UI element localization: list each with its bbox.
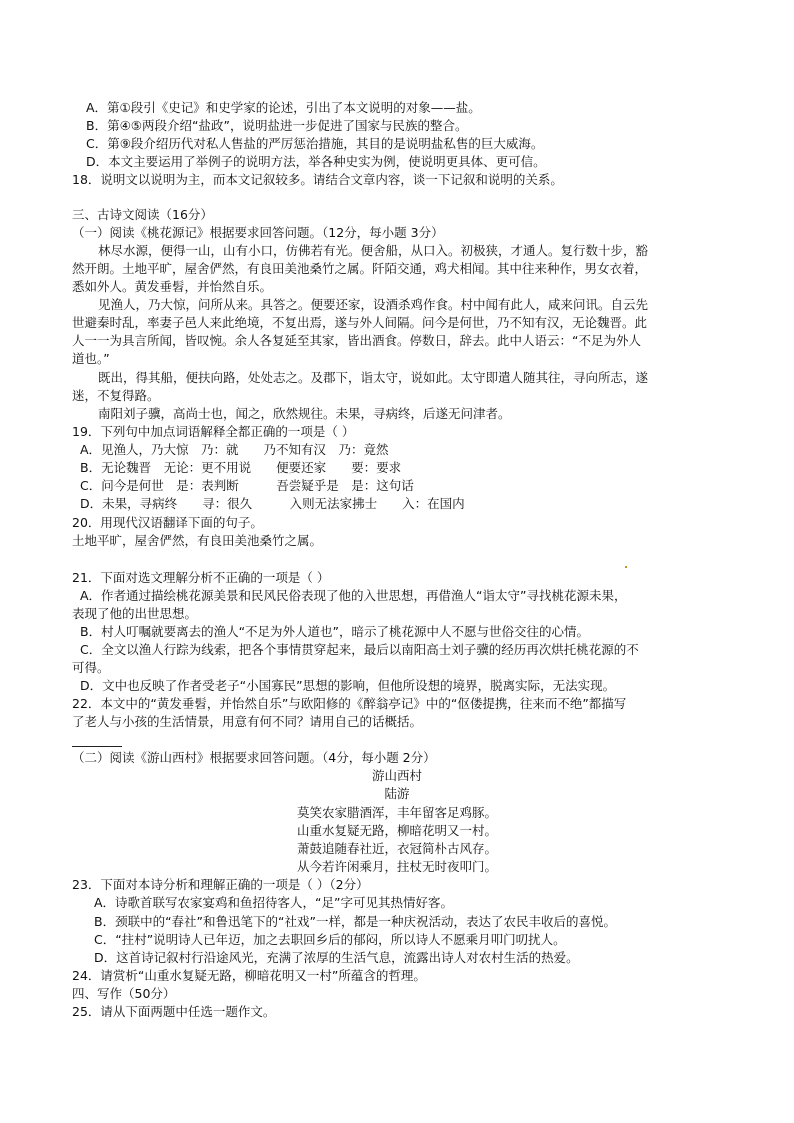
poem-line: 山重水复疑无路，柳暗花明又一村。 — [296, 823, 497, 838]
question-20: 20．用现代汉语翻译下面的句子。 — [72, 515, 263, 530]
text-line: B．第④⑤两段介绍“盐政”，说明盐进一步促进了国家与民族的整合。 — [86, 118, 468, 133]
question-22: 22．本文中的“黄发垂髫，并怡然自乐”与欧阳修的《醉翁亭记》中的“伛偻提携，往来而不绝”都描写 — [72, 696, 627, 711]
text-line: D．本文主要运用了举例子的说明方法，举各种史实为例，使说明更具体、更可信。 — [86, 154, 546, 169]
question-24: 24．请赏析“山重水复疑无路，柳暗花明又一村”所蕴含的哲理。 — [72, 968, 426, 983]
passage-line: 南阳刘子骥，高尚士也，闻之，欣然规往。未果，寻病终，后遂无问津者。 — [98, 406, 511, 421]
option-line: A．诗歌首联写农家宴鸡和鱼招待客人，“足”字可见其热情好客。 — [94, 895, 454, 910]
option-line: A．见渔人，乃大惊 乃：就 乃不知有汉 乃：竟然 — [80, 442, 389, 457]
text-line: 了老人与小孩的生活情景，用意有何不同？请用自己的话概括。 — [72, 714, 423, 729]
divider-rule — [72, 746, 122, 747]
passage-line: 道也。” — [72, 351, 110, 366]
poem-line: 萧鼓追随春社近，衣冠简朴古风存。 — [296, 841, 497, 856]
option-line: A．作者通过描绘桃花源美景和民风民俗表现了他的入世思想，再借渔人“诣太守”寻找桃花源未果， — [80, 588, 627, 603]
text-line: C．第⑨段介绍历代对私人售盐的严厉惩治措施，其目的是说明盐私售的巨大威海。 — [86, 136, 544, 151]
option-line: C．问今是何世 是：表判断 吾尝疑乎是 是：这句话 — [80, 478, 414, 493]
passage-line: 迷，不复得路。 — [72, 388, 160, 403]
text-line: A．第①段引《史记》和史学家的论述，引出了本文说明的对象——盐。 — [86, 100, 481, 115]
text-line: 18．说明文以说明为主，而本文记叙较多。请结合文章内容，谈一下记叙和说明的关系。 — [72, 172, 563, 187]
poem-line: 莫笑农家腊酒浑，丰年留客足鸡豚。 — [296, 805, 497, 820]
section-heading: 四、写作（50分） — [72, 986, 176, 1001]
option-line: D．文中也反映了作者受老子“小国寡民”思想的影响，但他所设想的境界，脱离实际，无法实现。 — [80, 678, 616, 693]
passage-line: 见渔人，乃大惊，问所从来。具答之。便要还家，设酒杀鸡作食。村中闻有此人，咸来问讯。自云先 — [98, 297, 649, 312]
option-line: B．颈联中的“春社”和鲁迅笔下的“社戏”一样，都是一种庆祝活动，表达了农民丰收后的喜悦。 — [94, 914, 616, 929]
passage-line: 人一一为具言所闻，皆叹惋。余人各复延至其家，皆出酒食。停数日，辞去。此中人语云：“不足为外人 — [72, 333, 641, 348]
option-line: B．无论魏晋 无论：更不用说 便要还家 要：要求 — [80, 460, 402, 475]
poem-title: 游山西村 — [371, 768, 422, 783]
option-line: 可得。 — [72, 660, 110, 675]
passage-line: 世避秦时乱，率妻子邑人来此绝境，不复出焉，遂与外人间隔。问今是何世，乃不知有汉，无论魏晋。此 — [72, 315, 648, 330]
option-line: D．未果，寻病终 寻：很久 入则无法家拂士 入：在国内 — [80, 496, 465, 511]
question-21: 21．下面对选文理解分析不正确的一项是（ ） — [72, 570, 330, 585]
option-line: C．全文以渔人行踪为线索，把各个事情贯穿起来，最后以南阳高士刘子骥的经历再次烘托桃花源的不 — [80, 642, 639, 657]
section-heading: 三、古诗文阅读（16分） — [72, 207, 213, 222]
passage-line: 既出，得其船，便扶向路，处处志之。及郡下，诣太守，说如此。太守即遣人随其往，寻向所志，遂 — [98, 370, 649, 385]
question-19: 19．下列句中加点词语解释全都正确的一项是（ ） — [72, 424, 355, 439]
option-line: 表现了他的出世思想。 — [72, 606, 198, 621]
text-line: 土地平旷，屋舍俨然，有良田美池桑竹之属。 — [72, 533, 323, 548]
passage-line: 悉如外人。黄发垂髫，并怡然自乐。 — [72, 279, 273, 294]
stray-mark — [625, 566, 627, 568]
option-line: B．村人叮嘱就要离去的渔人“不足为外人道也”，暗示了桃花源中人不愿与世俗交往的心情。 — [80, 624, 590, 639]
subsection-heading: （一）阅读《桃花源记》根据要求回答问题。（12分，每小题 3分） — [72, 225, 444, 240]
option-line: D．这首诗记叙村行沿途风光，充满了浓厚的生活气息，流露出诗人对农村生活的热爱。 — [94, 950, 579, 965]
passage-line: 林尽水源，便得一山，山有小口，仿佛若有光。便舍船，从口入。初极狭，才通人。复行数十步，豁 — [98, 243, 649, 258]
option-line: C．“拄村”说明诗人已年迈，加之去职回乡后的郁闷，所以诗人不愿乘月叩门叨扰人。 — [94, 932, 566, 947]
subsection-heading: （二）阅读《游山西村》根据要求回答问题。（4分，每小题 2分） — [72, 750, 436, 765]
question-23: 23．下面对本诗分析和理解正确的一项是（ ）（2分） — [72, 877, 369, 892]
poem-line: 从今若许闲乘月，拄杖无时夜叩门。 — [296, 859, 497, 874]
poem-author: 陆游 — [384, 786, 410, 801]
question-25: 25．请从下面两题中任选一题作文。 — [72, 1004, 276, 1019]
passage-line: 然开朗。土地平旷，屋舍俨然，有良田美池桑竹之属。阡陌交通，鸡犬相闻。其中往来种作，男女衣着， — [72, 261, 648, 276]
